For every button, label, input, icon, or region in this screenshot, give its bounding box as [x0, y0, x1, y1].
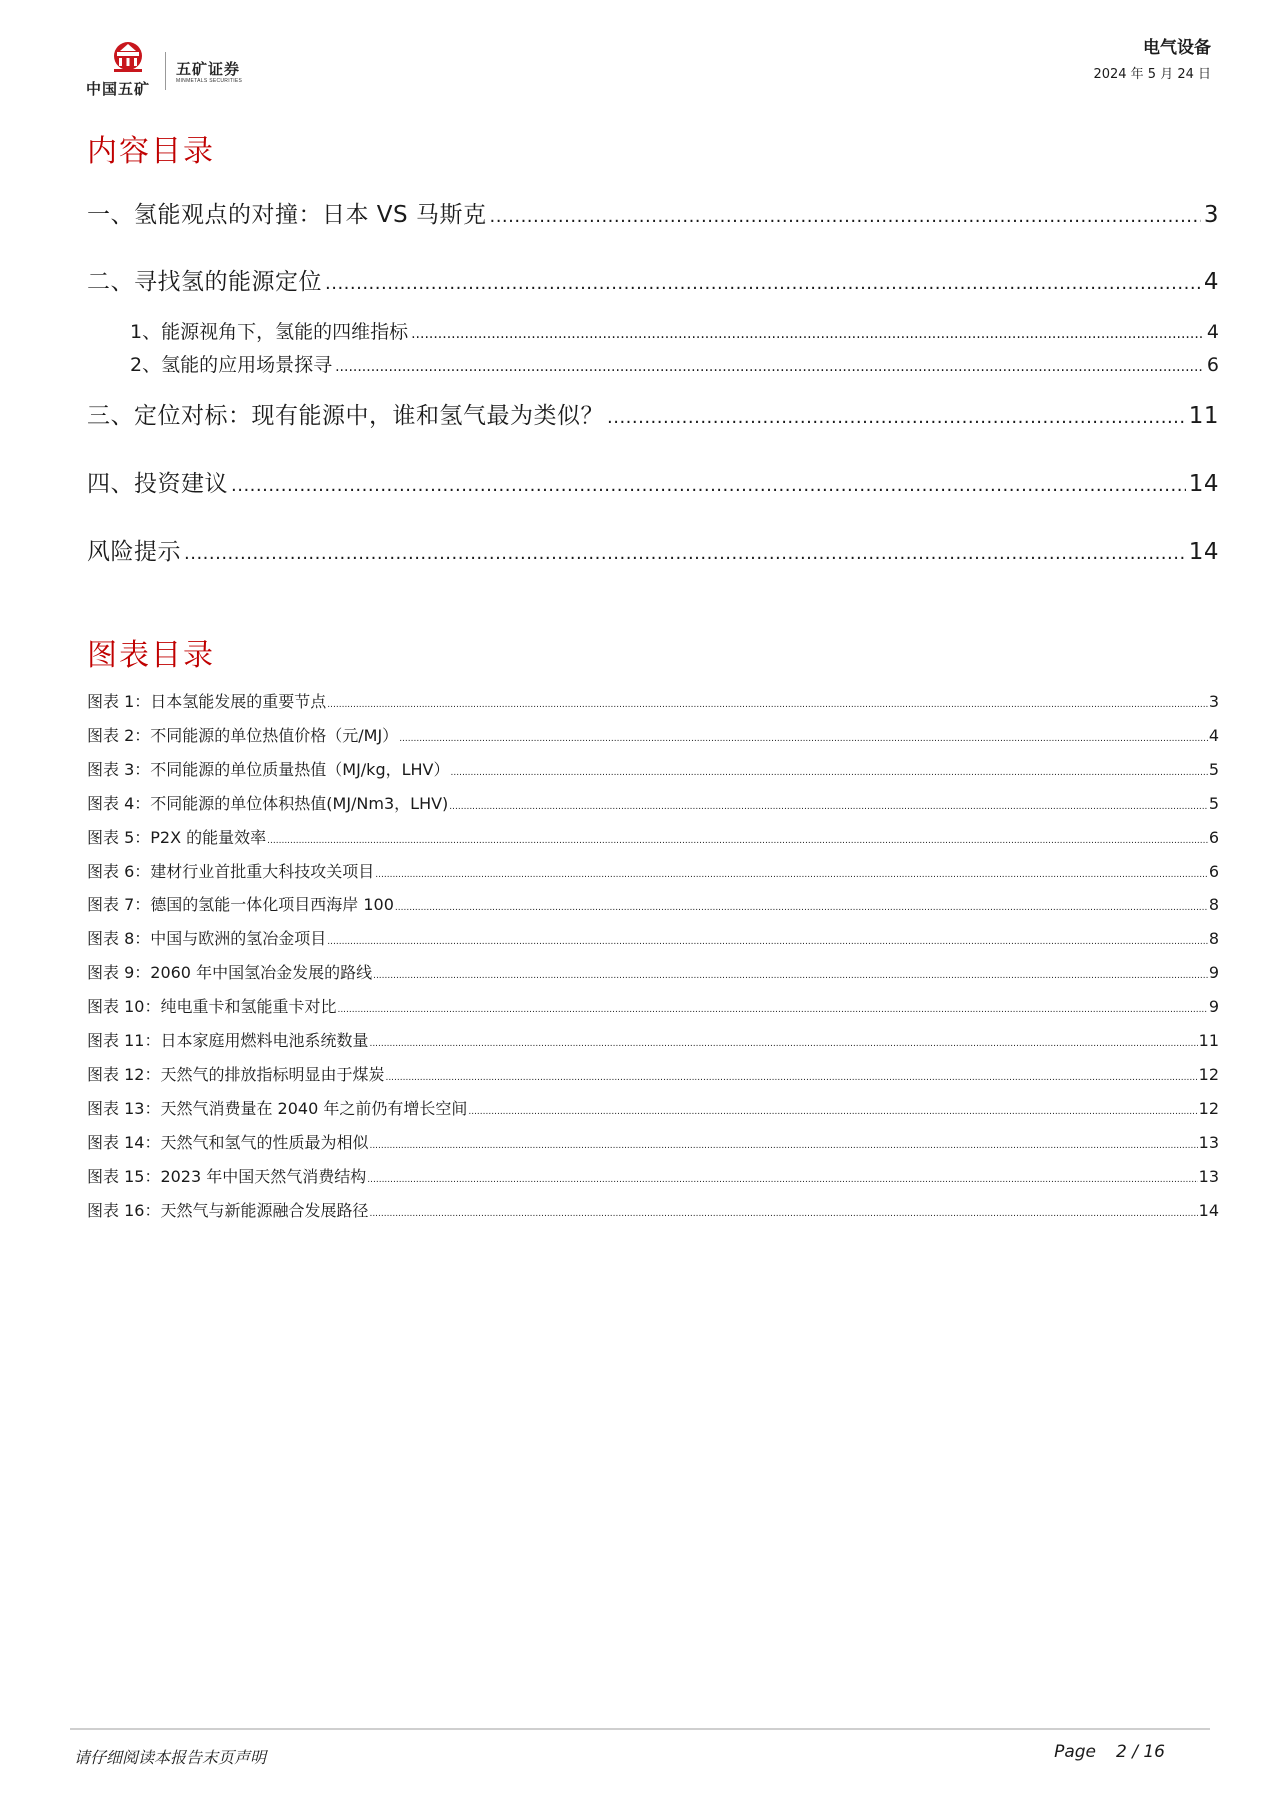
footer-page-indicator [1054, 1742, 1165, 1762]
figure-leader [327, 700, 1208, 710]
figure-leader [451, 768, 1208, 778]
toc-entry-page: 3 [1203, 202, 1219, 228]
footer-disclaimer: 请仔细阅读本报告末页声明 [74, 1748, 267, 1767]
figure-entry[interactable] [87, 1096, 1219, 1119]
toc-leader [184, 543, 1186, 564]
figure-entry-title: 图表 6：建材行业首批重大科技攻关项目 [87, 862, 375, 881]
figure-entry[interactable] [87, 825, 1219, 848]
figure-entry-page: 12 [1198, 1099, 1219, 1118]
figure-entry-title: 图表 14：天然气和氢气的性质最为相似 [87, 1133, 369, 1152]
figure-entry[interactable] [87, 994, 1219, 1017]
toc-leader [231, 475, 1186, 496]
toc-entry[interactable] [87, 465, 1219, 498]
figure-entry[interactable] [87, 1164, 1219, 1187]
figure-leader [395, 903, 1208, 913]
toc-leader [411, 326, 1204, 342]
figure-entry[interactable] [87, 926, 1219, 949]
figure-entry[interactable] [87, 1130, 1219, 1153]
toc-entry[interactable] [130, 350, 1219, 377]
figure-entry-page: 3 [1208, 692, 1219, 711]
figure-leader [468, 1107, 1197, 1117]
figure-leader [369, 1209, 1197, 1219]
figure-entry-title: 图表 8：中国与欧洲的氢冶金项目 [87, 929, 327, 948]
figure-entry-title: 图表 1：日本氢能发展的重要节点 [87, 692, 327, 711]
figure-leader [369, 1141, 1197, 1151]
toc-entry-title: 一、氢能观点的对撞：日本 VS 马斯克 [87, 202, 487, 228]
figure-leader [327, 937, 1208, 947]
company-logo [86, 40, 256, 100]
toc-entry-page: 6 [1206, 354, 1219, 376]
figure-leader [367, 1175, 1197, 1185]
logo-text-english: MINMETALS SECURITIES [176, 78, 243, 84]
toc-entry[interactable] [87, 397, 1219, 430]
figure-entry-page: 8 [1208, 895, 1219, 914]
toc-entry-page: 11 [1188, 403, 1219, 429]
figure-entry[interactable] [87, 960, 1219, 983]
figure-entry[interactable] [87, 791, 1219, 814]
figure-entry-page: 14 [1198, 1201, 1219, 1220]
figure-leader [369, 1039, 1197, 1049]
logo-divider [165, 52, 166, 90]
figure-entry-title: 图表 10：纯电重卡和氢能重卡对比 [87, 997, 337, 1016]
figure-leader [373, 971, 1208, 981]
report-date: 2024 年 5 月 24 日 [1093, 67, 1211, 82]
report-industry: 电气设备 [1143, 38, 1211, 58]
figure-leader [385, 1073, 1197, 1083]
figure-entry-page: 6 [1208, 828, 1219, 847]
figure-entry-page: 11 [1198, 1031, 1219, 1050]
toc-entry-title: 三、定位对标：现有能源中，谁和氢气最为类似？ [87, 403, 604, 429]
figure-entry[interactable] [87, 859, 1219, 882]
figure-entry-title: 图表 16：天然气与新能源融合发展路径 [87, 1201, 369, 1220]
toc-title: 内容目录 [87, 134, 215, 169]
toc-leader [335, 359, 1204, 375]
toc-entry-title: 1、能源视角下，氢能的四维指标 [130, 321, 409, 343]
figure-entry-title: 图表 3：不同能源的单位质量热值（MJ/kg，LHV） [87, 760, 450, 779]
toc-entry-page: 4 [1206, 321, 1219, 343]
figure-entry[interactable] [87, 1062, 1219, 1085]
figure-entry-title: 图表 11：日本家庭用燃料电池系统数量 [87, 1031, 369, 1050]
figure-entry-page: 9 [1208, 963, 1219, 982]
toc-entry-title: 四、投资建议 [87, 471, 228, 497]
minmetals-emblem-icon [108, 40, 148, 76]
figure-entry-page: 8 [1208, 929, 1219, 948]
figure-entry-page: 6 [1208, 862, 1219, 881]
toc-leader [607, 407, 1186, 428]
toc-entry[interactable] [87, 196, 1219, 229]
toc-leader [489, 206, 1200, 227]
figure-entry-page: 13 [1198, 1167, 1219, 1186]
toc-entry-title: 2、氢能的应用场景探寻 [130, 354, 333, 376]
figure-entry-title: 图表 4：不同能源的单位体积热值(MJ/Nm3，LHV) [87, 794, 449, 813]
figure-leader [337, 1005, 1207, 1015]
figure-leader [267, 836, 1208, 846]
figure-entry-page: 5 [1208, 794, 1219, 813]
figure-entry[interactable] [87, 892, 1219, 915]
figure-entry-title: 图表 9：2060 年中国氢冶金发展的路线 [87, 963, 373, 982]
toc-entry-page: 4 [1203, 269, 1219, 295]
figure-entry-title: 图表 5：P2X 的能量效率 [87, 828, 267, 847]
figure-leader [449, 802, 1208, 812]
logo-text-china-minmetals: 中国五矿 [86, 80, 151, 98]
logo-text-minmetals-securities: 五矿证券 [176, 60, 241, 78]
footer-divider [70, 1728, 1210, 1730]
figure-entry-page: 13 [1198, 1133, 1219, 1152]
figure-entry-page: 12 [1198, 1065, 1219, 1084]
figure-entry-page: 4 [1208, 726, 1219, 745]
toc-entry[interactable] [130, 317, 1219, 344]
figure-entry-title: 图表 2：不同能源的单位热值价格（元/MJ） [87, 726, 399, 745]
figure-leader [375, 870, 1208, 880]
figure-entry[interactable] [87, 723, 1219, 746]
toc-entry[interactable] [87, 263, 1219, 296]
figure-entry-title: 图表 7：德国的氢能一体化项目西海岸 100 [87, 895, 394, 914]
figures-list-title: 图表目录 [87, 638, 215, 673]
figure-entry[interactable] [87, 757, 1219, 780]
figure-entry-title: 图表 13：天然气消费量在 2040 年之前仍有增长空间 [87, 1099, 468, 1118]
figure-entry[interactable] [87, 689, 1219, 712]
toc-leader [325, 273, 1201, 294]
figure-entry-page: 9 [1208, 997, 1219, 1016]
toc-entry[interactable] [87, 533, 1219, 566]
figure-entry-page: 5 [1208, 760, 1219, 779]
toc-entry-page: 14 [1188, 471, 1219, 497]
toc-entry-page: 14 [1188, 539, 1219, 565]
figure-entry-title: 图表 12：天然气的排放指标明显由于煤炭 [87, 1065, 385, 1084]
toc-entry-title: 二、寻找氢的能源定位 [87, 269, 322, 295]
toc-entry-title: 风险提示 [87, 539, 181, 565]
figure-leader [399, 734, 1208, 744]
figure-entry[interactable] [87, 1198, 1219, 1221]
figure-entry-title: 图表 15：2023 年中国天然气消费结构 [87, 1167, 367, 1186]
figure-entry[interactable] [87, 1028, 1219, 1051]
page-label: Page [1054, 1742, 1097, 1762]
page-number: 2 / 16 [1116, 1742, 1165, 1762]
